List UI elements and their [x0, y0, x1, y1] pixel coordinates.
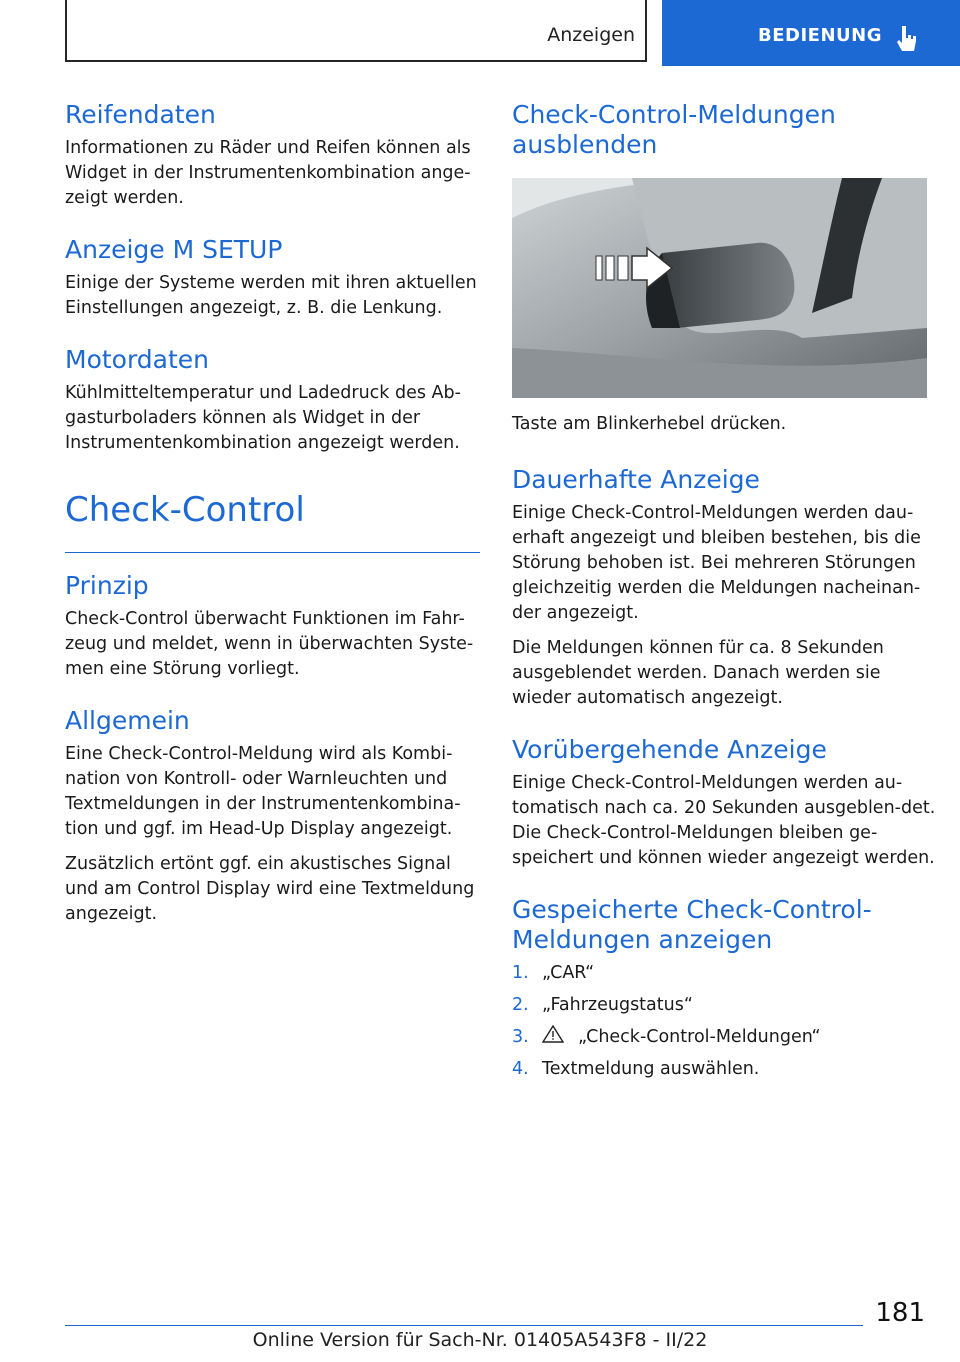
list-item: 4. Textmeldung auswählen.: [512, 1059, 760, 1079]
list-item: 1. „CAR“: [512, 963, 595, 983]
text-motordaten: Kühlmitteltemperatur und Ladedruck des Ab-gasturboladers können als Widget in der Instrumentenkombination angezeigt werden.: [65, 383, 461, 453]
heading-reifendaten: Reifendaten: [65, 100, 216, 129]
footer-version-text: Online Version für Sach-Nr. 01405A543F8 - II/22: [252, 1329, 708, 1351]
heading-motordaten: Motordaten: [65, 345, 210, 374]
text-prinzip: Check-Control überwacht Funktionen im Fahr-zeug und meldet, wenn in überwachten Syste-men eine Störung vorliegt.: [65, 609, 474, 679]
heading-msetup: Anzeige M SETUP: [65, 235, 283, 264]
blinker-lever-illustration: [512, 178, 927, 398]
list-item: 3. „Check-Control-Meldungen“: [512, 1027, 821, 1047]
text-dauerhaft-1: Einige Check-Control-Meldungen werden dau-erhaft angezeigt und bleiben bestehen, bis die Störung behoben ist. Bei mehreren Störungen gleichzeitig werden die Meldungen nacheinan-der angezeigt.: [512, 503, 921, 623]
text-voruebergehend: Einige Check-Control-Meldungen werden au-tomatisch nach ca. 20 Sekunden ausgeblen-det. Die Check-Control-Meldungen bleiben ge-speichert und können wieder angezeigt werden.: [512, 773, 936, 868]
text-msetup: Einige der Systeme werden mit ihren aktuellen Einstellungen angezeigt, z. B. die Lenkung.: [65, 273, 477, 318]
text-reifendaten: Informationen zu Räder und Reifen können als Widget in der Instrumentenkombination ange-zeigt werden.: [65, 138, 471, 208]
header-chapter-label: BEDIENUNG: [758, 25, 882, 46]
steps-list: [512, 961, 937, 1082]
header-section-title: Anzeigen: [547, 24, 635, 46]
heading-voruebergehend: Vorübergehende Anzeige: [512, 735, 827, 764]
heading-allgemein: Allgemein: [65, 706, 190, 735]
heading-ausblenden: Check-Control-Meldungen ausblenden: [512, 100, 836, 159]
blinker-lever-photo: [512, 178, 927, 398]
left-column: [65, 100, 480, 937]
text-dauerhaft-2: Die Meldungen können für ca. 8 Sekunden ausgeblendet werden. Danach werden sie wieder automatisch angezeigt.: [512, 638, 884, 708]
heading-gespeichert: Gespeicherte Check-Control-Meldungen anzeigen: [512, 895, 872, 954]
text-allgemein-2: Zusätzlich ertönt ggf. ein akustisches Signal und am Control Display wird eine Textmeldung angezeigt.: [65, 854, 475, 924]
warning-triangle-icon: [542, 1025, 564, 1043]
heading-dauerhaft: Dauerhafte Anzeige: [512, 465, 760, 494]
page-number: 181: [875, 1298, 925, 1328]
footer-divider: [65, 1325, 863, 1326]
list-item: 2. „Fahrzeugstatus“: [512, 995, 693, 1015]
text-allgemein-1: Eine Check-Control-Meldung wird als Kombi-nation von Kontroll- oder Warnleuchten und Textmeldungen in der Instrumentenkombina-tion und ggf. im Head-Up Display angezeigt.: [65, 744, 461, 839]
pointing-hand-icon: [893, 24, 921, 54]
photo-caption: Taste am Blinkerhebel drücken.: [512, 414, 787, 434]
section-divider: [65, 552, 480, 553]
heading-check-control: Check-Control: [65, 490, 305, 530]
heading-prinzip: Prinzip: [65, 571, 149, 600]
header-section-box: [65, 0, 647, 62]
right-column: [512, 100, 937, 1089]
